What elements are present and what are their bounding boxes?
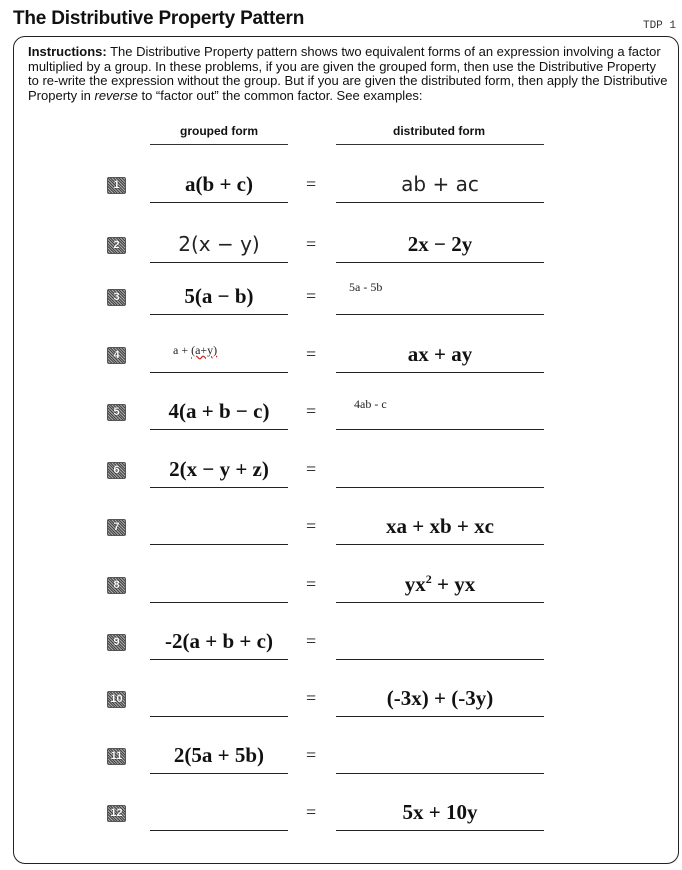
grouped-answer-line[interactable]	[150, 830, 288, 831]
distributed-expression: (-3x) + (-3y)	[386, 686, 494, 710]
grouped-answer-line[interactable]	[150, 716, 288, 717]
distributed-expression: 2x − 2y	[407, 232, 473, 256]
problem-row	[0, 743, 682, 801]
problem-number: 1	[107, 177, 126, 194]
distributed-expression: xa + xb + xc	[386, 514, 494, 538]
problem-number: 9	[107, 634, 126, 651]
equals-sign: =	[306, 688, 317, 708]
distributed-answer-line[interactable]	[336, 602, 544, 603]
distributed-answer-line[interactable]	[336, 716, 544, 717]
distributed-answer-line[interactable]	[336, 372, 544, 373]
distributed-answer-line[interactable]	[336, 487, 544, 488]
problem-row	[0, 572, 682, 630]
equals-sign: =	[306, 745, 317, 765]
grouped-expression: 2(x − y + z)	[169, 457, 269, 481]
distributed-expression: ax + ay	[407, 342, 473, 366]
worksheet-code: TDP 1	[642, 20, 676, 32]
grouped-expression: a(b + c)	[185, 172, 253, 196]
grouped-answer-line[interactable]	[150, 314, 288, 315]
equals-sign: =	[306, 631, 317, 651]
problem-number: 6	[107, 462, 126, 479]
problem-row	[0, 280, 682, 342]
problem-number: 4	[107, 347, 126, 364]
grouped-answer-line[interactable]	[150, 372, 288, 373]
problem-number: 5	[107, 404, 126, 421]
equals-sign: =	[306, 459, 317, 479]
grouped-answer-line[interactable]	[150, 544, 288, 545]
equals-sign: =	[306, 234, 317, 254]
student-answer[interactable]	[173, 343, 217, 358]
equals-sign: =	[306, 286, 317, 306]
distributed-answer-line[interactable]	[336, 202, 544, 203]
equals-sign: =	[306, 344, 317, 364]
distributed-term-base: yx	[404, 572, 426, 596]
problem-row	[0, 172, 682, 230]
distributed-answer-line[interactable]	[336, 314, 544, 315]
grouped-expression: 2(5a + 5b)	[173, 743, 265, 767]
distributed-answer-line[interactable]	[336, 830, 544, 831]
grouped-expression: -2(a + b + c)	[165, 629, 273, 653]
instructions-text-end: to “factor out” the common factor. See examples:	[137, 87, 423, 103]
distributed-answer-line[interactable]	[336, 544, 544, 545]
distributed-answer-line[interactable]	[336, 429, 544, 430]
distributed-expression: 5x + 10y	[402, 800, 478, 824]
distributed-expression: ab + ac	[401, 172, 479, 196]
equals-sign: =	[306, 574, 317, 594]
instructions-text: The Distributive Property pattern shows two equivalent forms of an expression involving a factor multiplied by a group. In these problems, if you are given the grouped form, then use the Distributive Property to re-write the expression without the group. But if you are given the distributed form, then apply the Distributive Property in	[28, 44, 668, 103]
problem-number: 10	[107, 691, 126, 708]
grouped-answer-line[interactable]	[150, 487, 288, 488]
grouped-expression: 2(x − y)	[178, 232, 260, 256]
equals-sign: =	[306, 802, 317, 822]
problem-number: 11	[107, 748, 126, 765]
student-answer[interactable]: 4ab - c	[354, 397, 387, 411]
instructions-label: Instructions:	[28, 44, 107, 59]
problem-number: 3	[107, 289, 126, 306]
distributed-answer-line[interactable]	[336, 659, 544, 660]
grouped-answer-line[interactable]	[150, 202, 288, 203]
grouped-answer-line[interactable]	[150, 429, 288, 430]
equals-sign: =	[306, 174, 317, 194]
student-answer[interactable]: 5a - 5b	[349, 280, 383, 294]
distributed-answer-line[interactable]	[336, 262, 544, 263]
instructions-italic: reverse	[94, 87, 138, 103]
problem-number: 2	[107, 237, 126, 254]
distributed-form-header: distributed form	[393, 124, 485, 138]
spellcheck-flagged-text: (a+y)	[191, 343, 218, 357]
distributed-header-rule	[336, 144, 544, 145]
student-answer-prefix: a +	[173, 343, 192, 357]
problem-row	[0, 629, 682, 687]
problem-row	[0, 232, 682, 290]
grouped-expression: 4(a + b − c)	[168, 399, 270, 423]
grouped-answer-line[interactable]	[150, 659, 288, 660]
grouped-answer-line[interactable]	[150, 262, 288, 263]
problem-row	[0, 800, 682, 858]
equals-sign: =	[306, 516, 317, 536]
grouped-expression: 5(a − b)	[184, 284, 254, 308]
grouped-header-rule	[150, 144, 288, 145]
page-title: The Distributive Property Pattern	[13, 8, 305, 29]
problem-row	[0, 457, 682, 515]
instructions	[28, 45, 668, 103]
distributed-term-rest: + yx	[431, 572, 476, 596]
grouped-answer-line[interactable]	[150, 773, 288, 774]
distributed-answer-line[interactable]	[336, 773, 544, 774]
problem-row	[0, 342, 682, 400]
distributed-expression	[336, 572, 544, 597]
grouped-answer-line[interactable]	[150, 602, 288, 603]
problem-number: 7	[107, 519, 126, 536]
problem-row	[0, 399, 682, 457]
grouped-form-header: grouped form	[180, 124, 258, 138]
problem-row	[0, 686, 682, 744]
exponent: 2	[425, 572, 432, 586]
problem-number: 8	[107, 577, 126, 594]
problem-number: 12	[107, 805, 126, 822]
problem-row	[0, 514, 682, 572]
equals-sign: =	[306, 401, 317, 421]
